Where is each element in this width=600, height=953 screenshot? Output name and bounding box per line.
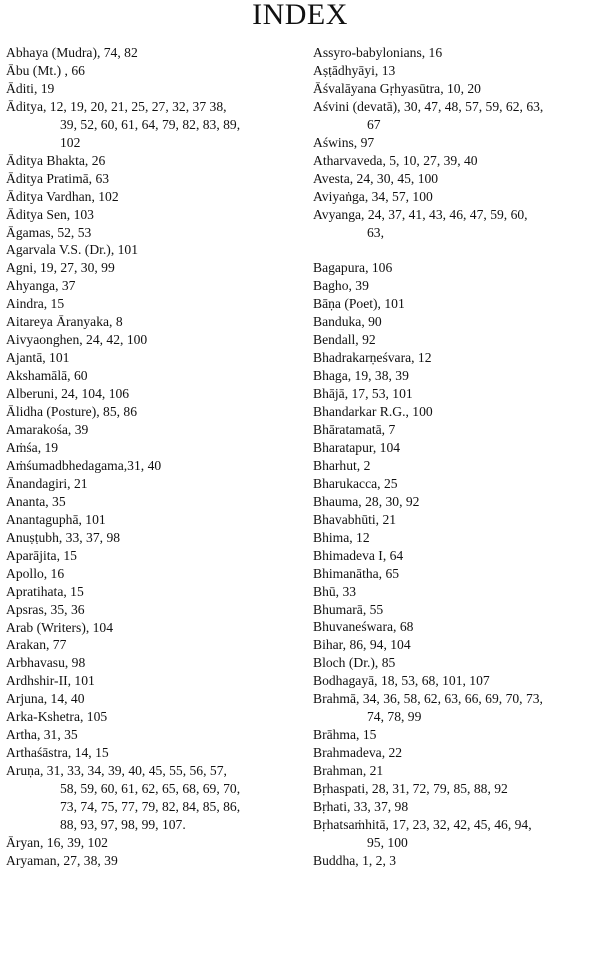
index-entry [313,188,597,206]
index-entry [6,170,300,188]
index-entry [6,367,300,385]
index-entry [313,511,597,529]
index-entry [6,331,300,349]
index-entry [313,170,597,188]
index-entry-text: Arthaśāstra, 14, 15 [6,745,109,761]
index-entry [313,331,597,349]
index-entry [313,403,597,421]
index-entry [313,583,597,601]
index-entry [6,834,300,852]
index-entry-text: Bhū, 33 [313,583,357,599]
index-entry [6,313,300,331]
index-entry [313,672,597,690]
index-entry [313,475,597,493]
index-entry-text: Bhimadeva I, 64 [313,547,404,563]
index-entry [6,672,300,690]
index-entry [313,601,597,619]
index-entry [6,726,300,744]
index-entry [313,98,597,134]
index-entry [313,529,597,547]
index-entry-text: Avyanga, 24, 37, 41, 43, 46, 47, 59, 60, [313,206,528,222]
index-entry-continuation: 67 [367,116,381,132]
index-entry-text: Āryan, 16, 39, 102 [6,834,108,850]
index-entry [313,816,597,852]
index-entry-text: Bhumarā, 55 [313,601,384,617]
index-entry-text: Ālidha (Posture), 85, 86 [6,404,138,420]
index-entry-text: Bāṇa (Poet), 101 [313,296,405,312]
index-entry [313,349,597,367]
index-entry-text: Āditi, 19 [6,80,55,96]
index-entry-text: Bhājā, 17, 53, 101 [313,386,413,402]
index-entry-text: Āditya Pratimā, 63 [6,170,110,186]
index-entry [313,726,597,744]
index-entry-text: Aśvini (devatā), 30, 47, 48, 57, 59, 62, 63, [313,98,544,114]
index-entry [313,493,597,511]
index-entry-text: Abhaya (Mudra), 74, 82 [6,45,138,60]
index-entry-text: Aivyaonghen, 24, 42, 100 [6,332,148,348]
index-entry [313,80,597,98]
index-entry-text: Arakan, 77 [6,637,67,653]
index-entry [313,367,597,385]
index-entry [313,690,597,726]
index-entry-text: Ajantā, 101 [6,350,70,366]
index-entry [313,852,597,870]
index-entry [6,152,300,170]
index-entry [6,98,300,152]
index-entry-text: Bṛhati, 33, 37, 98 [313,799,409,815]
index-entry-text: Ananta, 35 [6,493,66,509]
index-entry-text: Arjuna, 14, 40 [6,691,85,707]
index-entry [313,780,597,798]
index-entry [313,636,597,654]
index-entry [6,654,300,672]
index-entry [6,62,300,80]
index-entry-continuation: 88, 93, 97, 98, 99, 107. [60,816,186,832]
index-entry-text: Bendall, 92 [313,332,376,348]
index-entry-text: Anantaguphā, 101 [6,511,106,527]
index-entry [313,313,597,331]
index-entry [6,601,300,619]
index-entry-text: Aświns, 97 [313,134,375,150]
index-entry [6,636,300,654]
index-entry-text: Brahmā, 34, 36, 58, 62, 63, 66, 69, 70, 73, [313,691,543,707]
index-entry [313,259,597,277]
index-entry [6,277,300,295]
index-entry-text: Avesta, 24, 30, 45, 100 [313,170,439,186]
index-entry-text: Aṁśumadbhedagama,31, 40 [6,457,162,473]
index-entry [6,583,300,601]
index-entry [6,439,300,457]
index-entry-text: Bharukacca, 25 [313,475,398,491]
index-entry-text: Bhima, 12 [313,529,370,545]
index-entry-text: Āditya, 12, 19, 20, 21, 25, 27, 32, 37 38, [6,98,227,114]
index-entry-continuation: 63, [367,224,384,240]
index-entry [313,385,597,403]
index-entry-text: Āditya Vardhan, 102 [6,188,119,204]
index-entry [313,654,597,672]
index-entry-text: Ānandagiri, 21 [6,475,88,491]
index-entry-text: Bṛhatsaṁhitā, 17, 23, 32, 42, 45, 46, 94, [313,816,532,832]
index-entry-text: Aindra, 15 [6,296,65,312]
index-entry [6,529,300,547]
index-entry-text: Brāhma, 15 [313,727,377,743]
index-entry [6,511,300,529]
index-entry-text: Bihar, 86, 94, 104 [313,637,411,653]
index-entry-text: Bṛhaspati, 28, 31, 72, 79, 85, 88, 92 [313,781,508,797]
index-entry-text: Aryaman, 27, 38, 39 [6,852,118,868]
index-entry-text: Āditya Bhakta, 26 [6,152,106,168]
index-entry-text: Āditya Sen, 103 [6,206,94,222]
index-entry-text: Bhaga, 19, 38, 39 [313,368,409,384]
index-entry-text: Bloch (Dr.), 85 [313,655,396,671]
index-entry-text: Ardhshir-II, 101 [6,673,95,689]
index-entry [6,690,300,708]
index-entry-text: Bhavabhūti, 21 [313,511,397,527]
index-entry-continuation: 102 [60,134,81,150]
page-title: INDEX [252,0,348,31]
index-entry-text: Aṁśa, 19 [6,439,59,455]
index-entry-text: Alberuni, 24, 104, 106 [6,386,130,402]
index-entry-text: Aṣṭādhyāyi, 13 [313,62,396,78]
index-entry [6,493,300,511]
index-entry-text: Banduka, 90 [313,314,382,330]
index-entry [6,762,300,834]
index-entry [313,744,597,762]
index-entry [313,439,597,457]
index-entry [6,80,300,98]
index-column-left [6,44,300,870]
index-entry [313,547,597,565]
index-entry [313,565,597,583]
index-entry [313,798,597,816]
index-entry-text: Bhāratamatā, 7 [313,422,396,437]
index-entry-text: Ābu (Mt.) , 66 [6,62,85,78]
index-entry [313,44,597,62]
index-entry-text: Arab (Writers), 104 [6,619,114,635]
index-entry-continuation: 73, 74, 75, 77, 79, 82, 84, 85, 86, [60,799,241,815]
index-entry-text: Aviyaṅga, 34, 57, 100 [313,188,433,204]
index-entry [6,619,300,637]
index-entry [6,241,300,259]
index-entry [6,421,300,439]
index-entry [6,565,300,583]
index-entry [313,134,597,152]
index-entry-text: Bodhagayā, 18, 53, 68, 101, 107 [313,673,490,689]
index-entry-text: Bharatapur, 104 [313,439,401,455]
index-entry-text: Aparājita, 15 [6,547,77,563]
index-entry-text: Agni, 19, 27, 30, 99 [6,260,115,276]
index-entry-text: Apratihata, 15 [6,583,84,599]
index-entry-text: Bhadrakarṇeśvara, 12 [313,350,432,366]
index-entry [313,421,597,439]
index-entry-text: Amarakośa, 39 [6,422,89,438]
index-entry-text: Akshamālā, 60 [6,368,88,384]
index-entry-continuation: 74, 78, 99 [367,709,422,725]
index-entry-continuation: 39, 52, 60, 61, 64, 79, 82, 83, 89, [60,116,241,132]
index-entry [313,457,597,475]
index-entry-text: Anuṣṭubh, 33, 37, 98 [6,529,121,545]
index-entry [6,188,300,206]
index-entry-text: Ahyanga, 37 [6,278,76,294]
index-entry-text: Bagho, 39 [313,278,369,294]
index-entry-text: Aruṇa, 31, 33, 34, 39, 40, 45, 55, 56, 57, [6,763,227,779]
index-entry [6,457,300,475]
index-entry [313,152,597,170]
index-entry-continuation: 58, 59, 60, 61, 62, 65, 68, 69, 70, [60,781,241,797]
index-entry-text: Āśvalāyana Gṛhyasūtra, 10, 20 [313,80,481,96]
index-entry [313,277,597,295]
index-entry [6,206,300,224]
index-entry [6,259,300,277]
index-entry [6,403,300,421]
index-entry [6,349,300,367]
index-column-right [313,44,597,870]
index-entry-text: Assyro-babylonians, 16 [313,45,443,60]
index-entry-text: Brahmadeva, 22 [313,745,403,761]
index-entry-text: Brahman, 21 [313,763,384,779]
index-entry [313,206,597,242]
index-entry-text: Arbhavasu, 98 [6,655,86,671]
index-entry-text: Agarvala V.S. (Dr.), 101 [6,242,139,258]
index-entry-text: Bagapura, 106 [313,260,393,276]
index-entry-text: Bhuvaneśwara, 68 [313,619,414,635]
index-entry [6,295,300,313]
index-entry-text: Āgamas, 52, 53 [6,224,92,240]
index-entry [6,385,300,403]
index-entry-text: Bhauma, 28, 30, 92 [313,493,420,509]
index-entry [313,295,597,313]
index-entry-text: Atharvaveda, 5, 10, 27, 39, 40 [313,152,478,168]
index-entry-text: Buddha, 1, 2, 3 [313,852,397,868]
index-entry-text: Apollo, 16 [6,565,65,581]
index-entry [313,618,597,636]
index-entry-text: Bhimanātha, 65 [313,565,400,581]
index-entry-continuation: 95, 100 [367,834,408,850]
index-entry [6,224,300,242]
index-entry-text: Aitareya Āranyaka, 8 [6,314,123,330]
index-entry [6,44,300,62]
index-entry-text: Arka-Kshetra, 105 [6,709,108,725]
index-entry [6,708,300,726]
index-entry-text: Bharhut, 2 [313,457,371,473]
index-entry [6,547,300,565]
index-entry [6,852,300,870]
index-entry [313,62,597,80]
index-entry [313,762,597,780]
index-entry-text: Apsras, 35, 36 [6,601,85,617]
index-entry [6,475,300,493]
index-entry-text: Bhandarkar R.G., 100 [313,404,433,420]
index-entry-text: Artha, 31, 35 [6,727,78,743]
index-entry [6,744,300,762]
